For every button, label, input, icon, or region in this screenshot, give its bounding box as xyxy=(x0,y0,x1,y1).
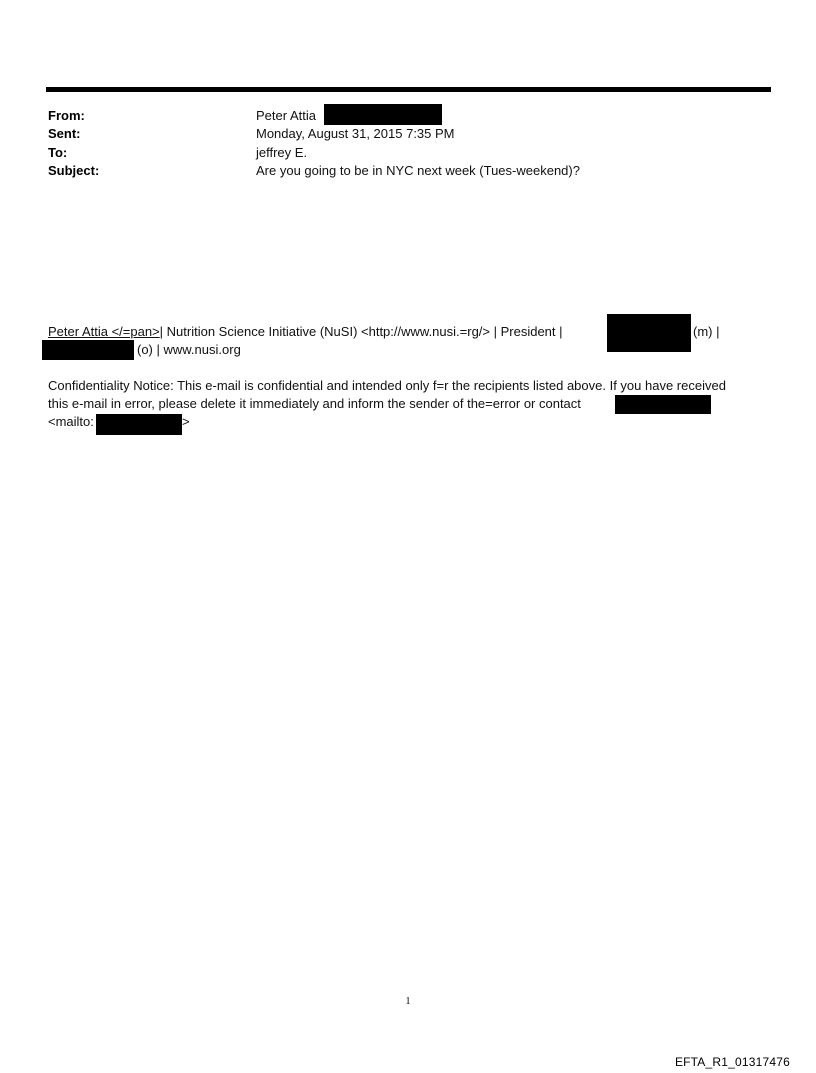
subject-value: Are you going to be in NYC next week (Tues-weekend)? xyxy=(256,163,580,178)
from-label: From: xyxy=(48,108,85,123)
confidentiality-line-3-prefix: <mailto: xyxy=(48,414,94,429)
redaction-mailto-email xyxy=(96,414,182,435)
redaction-office-phone xyxy=(42,340,134,360)
redaction-contact-email xyxy=(615,395,711,414)
to-label: To: xyxy=(48,145,68,160)
sent-label: Sent: xyxy=(48,126,81,141)
bates-number: EFTA_R1_01317476 xyxy=(674,1055,790,1069)
header-rule xyxy=(46,87,771,92)
page-number: 1 xyxy=(405,996,411,1007)
signature-name-link[interactable]: Peter Attia </=pan> xyxy=(48,324,160,339)
confidentiality-line-1: Confidentiality Notice: This e-mail is confidential and intended only f=r the recipients listed above. If you have received xyxy=(48,378,726,393)
signature-org: | Nutrition Science Initiative (NuSI) <http://www.nusi.=rg/> | President | xyxy=(159,324,563,339)
signature-mobile-suffix: (m) | xyxy=(693,324,720,339)
sent-value: Monday, August 31, 2015 7:35 PM xyxy=(256,126,455,141)
subject-label: Subject: xyxy=(48,163,100,178)
to-value: jeffrey E. xyxy=(256,145,308,160)
signature-office-suffix: (o) | www.nusi.org xyxy=(137,342,241,357)
redaction-from-email xyxy=(324,104,442,125)
from-value: Peter Attia xyxy=(256,108,316,123)
confidentiality-line-2: this e-mail in error, please delete it immediately and inform the sender of the=error or contact xyxy=(48,396,581,411)
redaction-mobile-phone xyxy=(607,314,691,352)
signature-line-1 xyxy=(48,323,563,341)
confidentiality-line-3-suffix: > xyxy=(182,414,190,429)
